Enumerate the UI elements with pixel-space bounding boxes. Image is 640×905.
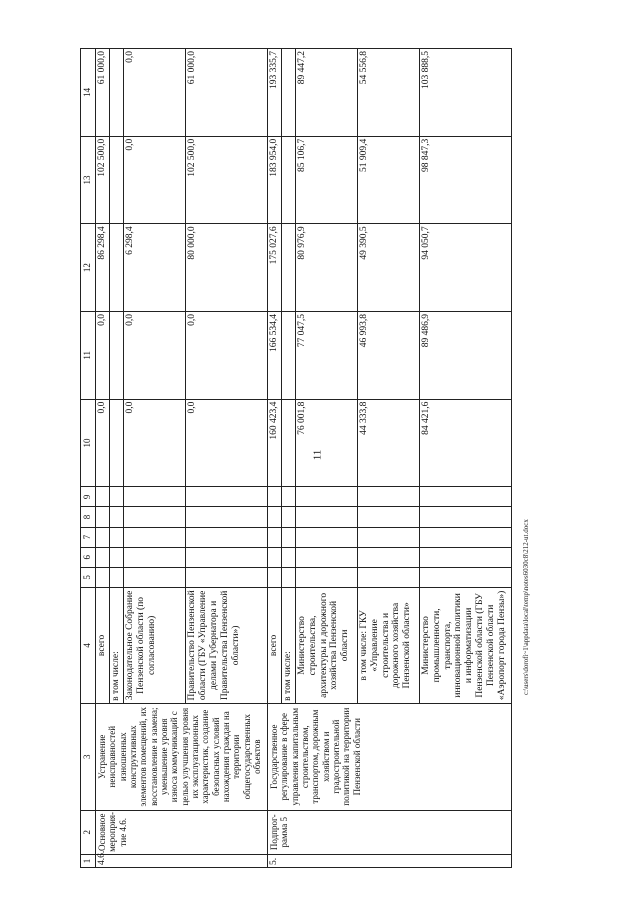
col-header-14: 14 (81, 49, 96, 137)
col-header-10: 10 (81, 399, 96, 487)
executor-cell: Правительство Пензенской области (ГБУ «Управление делами Губернатора и Правительства Пензенской области») (185, 587, 267, 703)
col-header-8: 8 (81, 507, 96, 527)
col-header-13: 13 (81, 136, 96, 224)
value-cell: 49 390,5 (357, 224, 419, 312)
value-cell: 61 000,0 (96, 49, 110, 137)
value-cell: 77 047,5 (295, 311, 357, 399)
col-header-6: 6 (81, 547, 96, 567)
value-cell: 103 888,5 (419, 49, 511, 137)
executor-cell: в том числе: (109, 587, 123, 703)
col-header-7: 7 (81, 527, 96, 547)
value-cell: 160 423,4 (267, 399, 281, 487)
activity-name: Подпрог-рамма 5 (267, 810, 511, 854)
budget-table (80, 48, 512, 868)
value-cell: 166 534,4 (267, 311, 281, 399)
value-cell: 102 500,0 (185, 136, 267, 224)
value-cell: 46 993,8 (357, 311, 419, 399)
page-number: 11 (311, 449, 324, 461)
activity-description: Устранение неисправностей изношенных конструктивных элементов помещений, их восстановление и замена; уменьшение уровня износа коммуникаций с целью улучшения уровня их эксплуатационных характеристик, создание безопасных условий нахождения граждан на территории общегосударственных объектов (96, 703, 268, 810)
executor-cell: Законодательное Собрание Пензенской области (по согласованию) (123, 587, 185, 703)
col-header-9: 9 (81, 487, 96, 507)
row-number: 4.6. (96, 854, 268, 867)
table-row (267, 49, 281, 868)
value-cell: 0,0 (123, 136, 185, 224)
value-cell: 80 976,9 (295, 224, 357, 312)
value-cell: 61 000,0 (185, 49, 267, 137)
activity-description: Государственное регулирование в сфере управления капитальным строительством, транспортом, дорожным хозяйством и градостроительной политикой на территории Пензенской области (267, 703, 511, 810)
row-number: 5. (267, 854, 511, 867)
value-cell: 0,0 (185, 311, 267, 399)
value-cell: 89 447,2 (295, 49, 357, 137)
rotated-table-container (80, 48, 555, 868)
value-cell: 0,0 (96, 311, 110, 399)
value-cell: 44 333,8 (357, 399, 419, 487)
executor-cell: Министерство промышленности, транспорта, инновационной политики и информатизации Пензенской области (ГБУ Пензенской области «Аэропорт города Пензы») (419, 587, 511, 703)
value-cell: 54 556,8 (357, 49, 419, 137)
value-cell: 6 298,4 (123, 224, 185, 312)
col-header-4: 4 (81, 587, 96, 703)
value-cell: 51 909,4 (357, 136, 419, 224)
activity-name: Основное мероприя-тие 4.6. (96, 810, 268, 854)
value-cell: 0,0 (185, 399, 267, 487)
value-cell: 183 954,0 (267, 136, 281, 224)
footer-file-path: c:\users\dorofi~1\appdata\local\temp\notes6030c8\212-ut.docx (522, 519, 530, 695)
col-header-12: 12 (81, 224, 96, 312)
col-header-1: 1 (81, 854, 96, 867)
value-cell: 0,0 (123, 311, 185, 399)
table-header-row (81, 49, 96, 868)
col-header-3: 3 (81, 703, 96, 810)
executor-cell: всего (96, 587, 110, 703)
value-cell: 98 847,3 (419, 136, 511, 224)
table-row (96, 49, 110, 868)
value-cell: 76 001,8 (295, 399, 357, 487)
col-header-5: 5 (81, 567, 96, 587)
value-cell: 175 027,6 (267, 224, 281, 312)
value-cell: 89 486,9 (419, 311, 511, 399)
value-cell: 0,0 (123, 49, 185, 137)
value-cell: 84 421,6 (419, 399, 511, 487)
value-cell: 80 000,0 (185, 224, 267, 312)
value-cell: 193 335,7 (267, 49, 281, 137)
value-cell: 102 500,0 (96, 136, 110, 224)
executor-cell: Министерство строительства, архитектуры и дорожного хозяйства Пензенской области (295, 587, 357, 703)
executor-cell: всего (267, 587, 281, 703)
value-cell: 0,0 (123, 399, 185, 487)
col-header-11: 11 (81, 311, 96, 399)
value-cell: 0,0 (96, 399, 110, 487)
executor-cell: в том числе: ГКУ «Управление строительства и дорожного хозяйства Пензенской области» (357, 587, 419, 703)
value-cell: 94 050,7 (419, 224, 511, 312)
value-cell: 86 298,4 (96, 224, 110, 312)
col-header-2: 2 (81, 810, 96, 854)
value-cell: 85 106,7 (295, 136, 357, 224)
executor-cell: в том числе: (281, 587, 295, 703)
